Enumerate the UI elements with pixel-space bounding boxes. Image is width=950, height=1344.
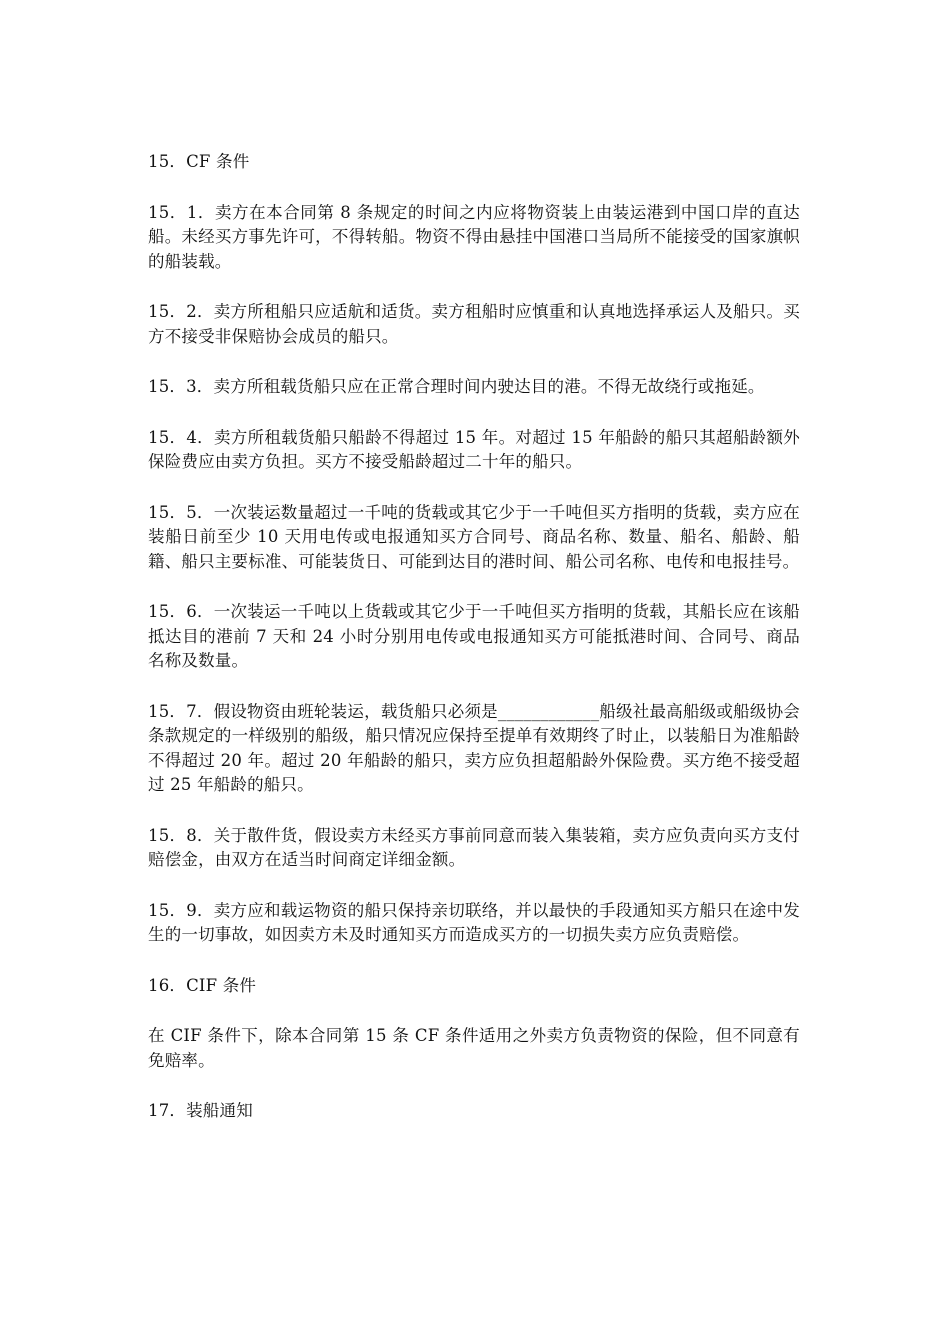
- clause-15-6: 15．6．一次装运一千吨以上货载或其它少于一千吨但买方指明的货载，其船长应在该船抵达目的港前 7 天和 24 小时分别用电传或电报通知买方可能抵港时间、合同号、商品名称及数量。: [148, 602, 800, 670]
- section-heading-15: 15．CF 条件: [148, 152, 250, 171]
- clause-15-9: 15．9．卖方应和载运物资的船只保持亲切联络，并以最快的手段通知买方船只在途中发生的一切事故，如因卖方未及时通知买方而造成买方的一切损失卖方应负责赔偿。: [148, 900, 800, 944]
- clause-15-3: 15．3．卖方所租载货船只应在正常合理时间内驶达目的港。不得无故绕行或拖延。: [148, 377, 765, 396]
- clause-15-1: 15．1．卖方在本合同第 8 条规定的时间之内应将物资装上由装运港到中国口岸的直达船。未经买方事先许可，不得转船。物资不得由悬挂中国港口当局所不能接受的国家旗帜的船装载。: [148, 202, 800, 271]
- document-body: [148, 150, 800, 1150]
- section-heading-17: 17．装船通知: [148, 1101, 253, 1120]
- clause-15-5: 15．5．一次装运数量超过一千吨的货载或其它少于一千吨但买方指明的货载，卖方应在装船日前至少 10 天用电传或电报通知买方合同号、商品名称、数量、船名、船龄、船籍、船只主要标准、可能装货日、可能到达目的港时间、船公司名称、电传和电报挂号。: [148, 502, 800, 571]
- clause-15-8: 15．8．关于散件货，假设卖方未经买方事前同意而装入集装箱，卖方应负责向买方支付赔偿金，由双方在适当时间商定详细金额。: [148, 825, 800, 869]
- clause-15-7: 15．7．假设物资由班轮装运，载货船只必须是____________船级社最高船级或船级协会条款规定的一样级别的船级，船只情况应保持至提单有效期终了时止，以装船日为准船龄不得超过 20 年。超过 20 年船龄的船只，卖方应负担超船龄外保险费。买方绝不接受超过 25 年船龄的船只。: [148, 701, 800, 794]
- clause-15-4: 15．4．卖方所租载货船只船龄不得超过 15 年。对超过 15 年船龄的船只其超船龄额外保险费应由卖方负担。买方不接受船龄超过二十年的船只。: [148, 427, 800, 471]
- clause-15-2: 15．2．卖方所租船只应适航和适货。卖方租船时应慎重和认真地选择承运人及船只。买方不接受非保赔协会成员的船只。: [148, 302, 800, 346]
- section-heading-16: 16．CIF 条件: [148, 975, 257, 995]
- clause-16-body: 在 CIF 条件下，除本合同第 15 条 CF 条件适用之外卖方负责物资的保险，但不同意有免赔率。: [148, 1026, 800, 1070]
